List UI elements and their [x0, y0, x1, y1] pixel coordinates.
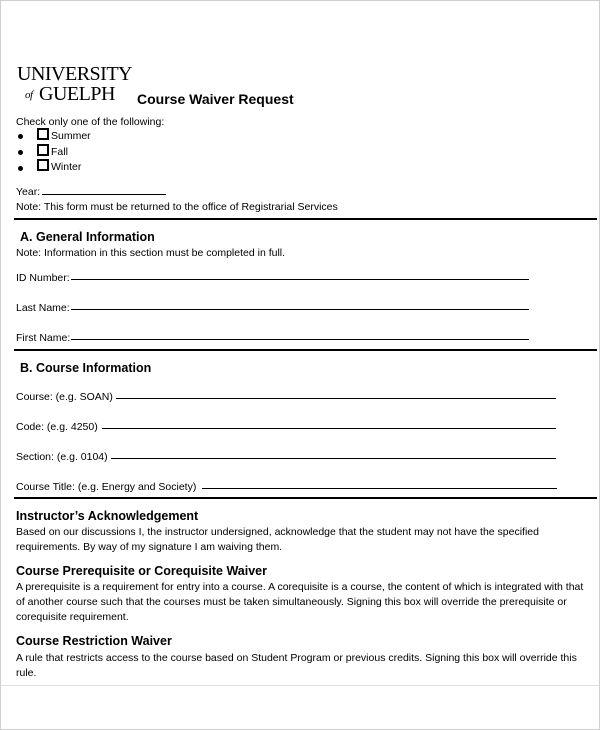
- fall-label: Fall: [51, 146, 68, 158]
- semester-instruction: Check only one of the following:: [16, 116, 165, 128]
- code-input-line[interactable]: [102, 428, 556, 429]
- year-input-line[interactable]: [42, 194, 166, 195]
- prereq-text: A prerequisite is a requirement for entry into a course. A corequisite is a course, the content of which is integrated with that of another course such that the courses must be taken simultaneously. Signing this box will override the prerequisite or corequisite requirement.: [16, 581, 584, 623]
- course-title-input-line[interactable]: [202, 488, 557, 489]
- divider: [14, 218, 597, 220]
- summer-checkbox[interactable]: [37, 128, 49, 140]
- section-a-note: Note: Information in this section must be completed in full.: [16, 247, 286, 259]
- page-title: Course Waiver Request: [137, 91, 294, 107]
- logo-of-text: of: [25, 89, 33, 101]
- bullet-icon: [18, 166, 23, 171]
- restriction-text: A rule that restricts access to the course based on Student Program or previous credits. Signing this box will override this rule.: [16, 652, 577, 679]
- divider: [14, 349, 597, 351]
- last-name-label: Last Name:: [16, 302, 70, 314]
- id-number-label: ID Number:: [16, 272, 70, 284]
- section-b-title: B. Course Information: [20, 361, 152, 375]
- winter-checkbox[interactable]: [37, 159, 49, 171]
- section-label: Section: (e.g. 0104): [16, 451, 108, 463]
- section-a-title: A. General Information: [20, 230, 155, 244]
- bullet-icon: [18, 150, 23, 155]
- id-number-input-line[interactable]: [71, 279, 529, 280]
- prereq-title: Course Prerequisite or Corequisite Waiver: [16, 564, 268, 578]
- winter-label: Winter: [51, 161, 82, 173]
- first-name-label: First Name:: [16, 332, 71, 344]
- code-label: Code: (e.g. 4250): [16, 421, 98, 433]
- logo-guelph-word: GUELPH: [39, 83, 115, 105]
- course-input-line[interactable]: [116, 398, 556, 399]
- university-logo: [17, 63, 139, 105]
- course-title-label: Course Title: (e.g. Energy and Society): [16, 481, 197, 493]
- divider: [14, 497, 597, 499]
- logo-university-text: UNIVERSITY: [17, 63, 132, 85]
- last-name-input-line[interactable]: [71, 309, 529, 310]
- bullet-icon: [18, 134, 23, 139]
- return-note: Note: This form must be returned to the office of Registrarial Services: [16, 201, 338, 213]
- instructor-title: Instructor’s Acknowledgement: [16, 509, 199, 523]
- first-name-input-line[interactable]: [71, 339, 529, 340]
- fall-checkbox[interactable]: [37, 144, 49, 156]
- summer-label: Summer: [51, 130, 91, 142]
- restriction-title: Course Restriction Waiver: [16, 634, 172, 648]
- instructor-text: Based on our discussions I, the instructor undersigned, acknowledge that the student may not have the specified requirements. By way of my signature I am waiving them.: [16, 526, 539, 553]
- section-input-line[interactable]: [111, 458, 556, 459]
- year-label: Year:: [16, 186, 41, 198]
- course-label: Course: (e.g. SOAN): [16, 391, 113, 403]
- bottom-divider: [1, 685, 599, 686]
- logo-guelph-text: [25, 83, 115, 106]
